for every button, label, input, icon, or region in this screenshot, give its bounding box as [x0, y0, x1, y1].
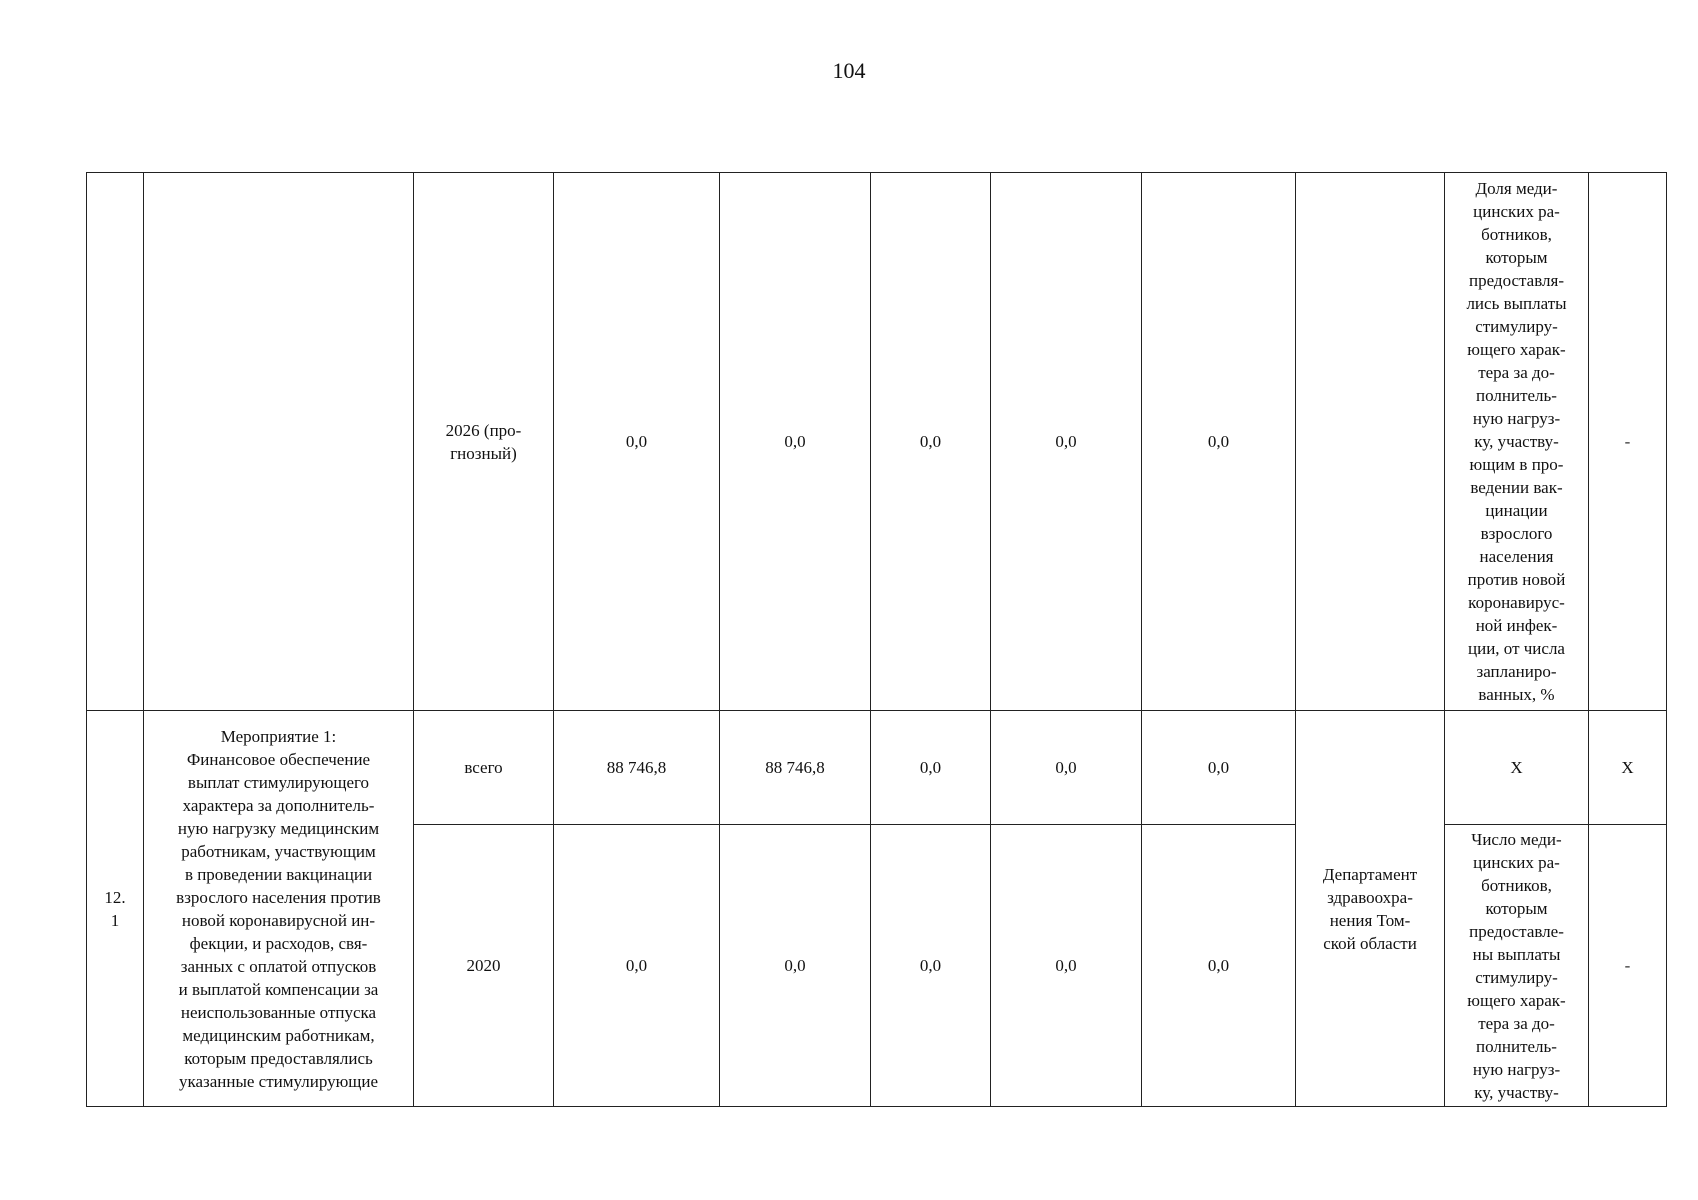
cell-regional: 0,0 [871, 825, 991, 1107]
cell-local: 0,0 [991, 173, 1142, 711]
table-row-forecast [87, 173, 1667, 711]
cell-regional: 0,0 [871, 711, 991, 825]
cell-federal: 88 746,8 [720, 711, 871, 825]
cell-measure-number: 12. 1 [87, 711, 144, 1107]
program-measures-table [86, 172, 1667, 1107]
cell-other: 0,0 [1142, 825, 1296, 1107]
cell-regional: 0,0 [871, 173, 991, 711]
cell-total: 88 746,8 [554, 711, 720, 825]
page-number: 104 [832, 58, 866, 83]
cell-number-empty [87, 173, 144, 711]
cell-period: всего [414, 711, 554, 825]
cell-indicator-value: - [1589, 825, 1667, 1107]
cell-indicator-value: Х [1589, 711, 1667, 825]
cell-federal: 0,0 [720, 173, 871, 711]
cell-other: 0,0 [1142, 173, 1296, 711]
cell-local: 0,0 [991, 711, 1142, 825]
cell-indicator: Доля меди- цинских ра- ботников, которым предоставля- лись выплаты стимулиру- ющего харак- тера за до- полнитель- ную нагруз- ку, участву- ющим в про- ведении вак- цинации взрослого населения против новой коронавирус- ной инфек- ции, от числа запланиро- ванных, % [1445, 173, 1589, 711]
cell-period: 2026 (про- гнозный) [414, 173, 554, 711]
cell-period: 2020 [414, 825, 554, 1107]
cell-local: 0,0 [991, 825, 1142, 1107]
cell-total: 0,0 [554, 825, 720, 1107]
cell-indicator: Число меди- цинских ра- ботников, которым предоставле- ны выплаты стимулиру- ющего харак- тера за до- полнитель- ную нагруз- ку, участву- [1445, 825, 1589, 1107]
cell-other: 0,0 [1142, 711, 1296, 825]
table-row-measure-total [87, 711, 1667, 825]
cell-measure-description: Мероприятие 1: Финансовое обеспечение выплат стимулирующего характера за дополнитель- ную нагрузку медицинским работникам, участвующим в проведении вакцинации взрослого населения против новой коронавирусной ин- фекции, и расходов, свя- занных с оплатой отпусков и выплатой компенсации за неиспользованные отпуска медицинским работникам, которым предоставлялись указанные стимулирующие [144, 711, 414, 1107]
cell-indicator: Х [1445, 711, 1589, 825]
cell-total: 0,0 [554, 173, 720, 711]
cell-federal: 0,0 [720, 825, 871, 1107]
cell-description-empty [144, 173, 414, 711]
cell-executor-empty [1296, 173, 1445, 711]
cell-executor: Департамент здравоохра- нения Том- ской области [1296, 711, 1445, 1107]
cell-indicator-value: - [1589, 173, 1667, 711]
